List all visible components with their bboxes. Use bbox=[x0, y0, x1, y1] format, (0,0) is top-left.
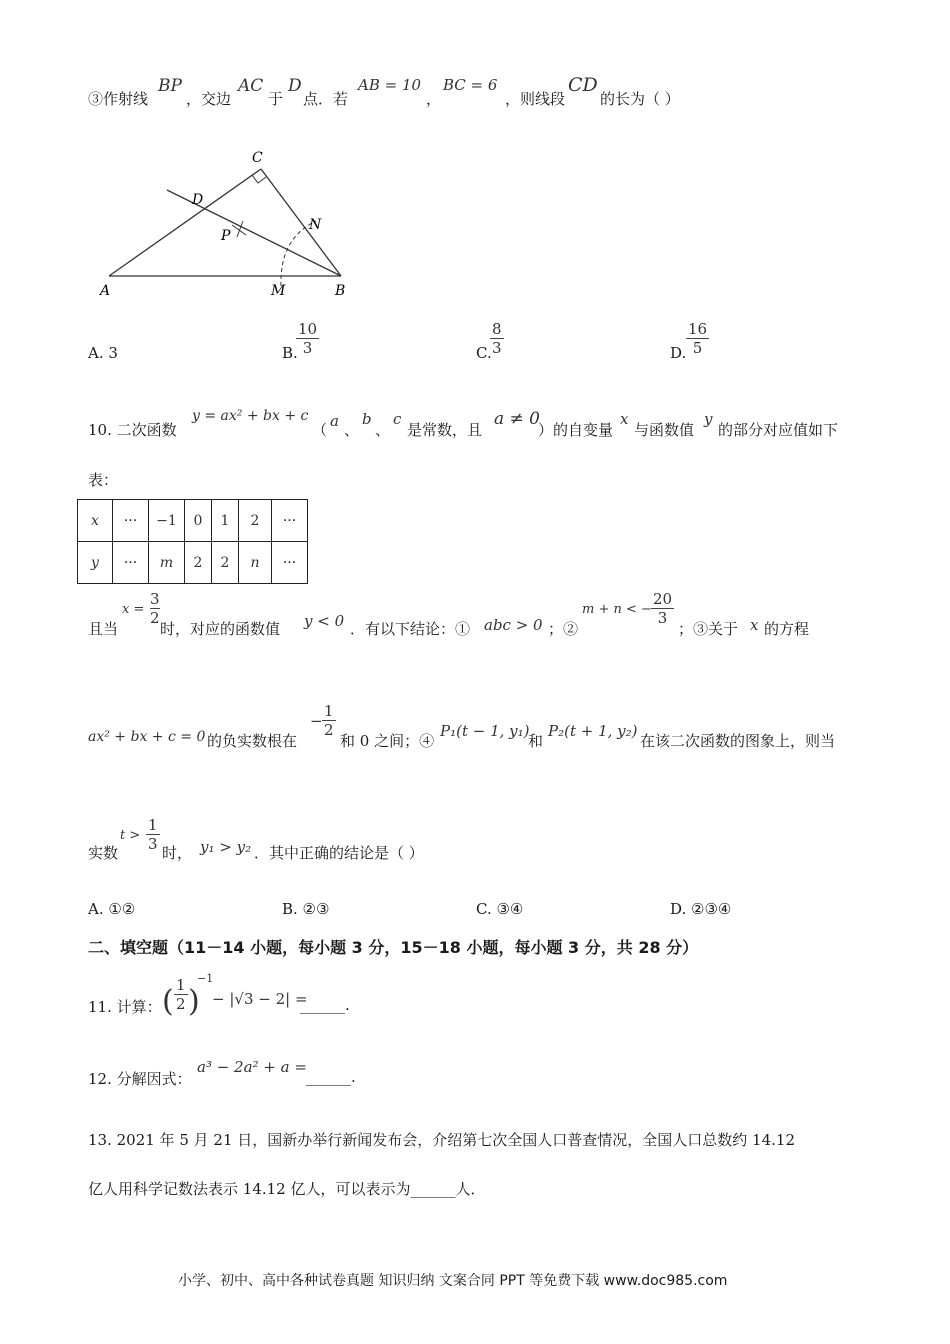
math-a-neq-0: a ≠ 0 bbox=[494, 409, 541, 429]
fraction-third bbox=[146, 816, 160, 853]
q10-text-5b: 时， bbox=[162, 844, 193, 862]
math-ab: AB = 10 bbox=[358, 76, 422, 94]
q10-text-d: ）的自变量 bbox=[538, 421, 614, 439]
math-c: c bbox=[393, 410, 402, 428]
q9-text-3: 于 bbox=[268, 90, 284, 108]
label-b: B bbox=[335, 283, 346, 299]
q10-text-4b: 和 0 之间；④ bbox=[340, 732, 435, 750]
q10-sep2: 、 bbox=[375, 421, 391, 439]
q10-text-4c: 和 bbox=[528, 732, 544, 750]
label-c: C bbox=[252, 150, 263, 166]
frac-num: 20 bbox=[653, 590, 673, 608]
table-row bbox=[78, 542, 308, 584]
table-cell: ··· bbox=[113, 542, 149, 584]
q9-text-7: 的长为（ ） bbox=[600, 90, 680, 108]
table-cell: ··· bbox=[272, 500, 308, 542]
q10-text-c: 是常数，且 bbox=[407, 421, 483, 439]
label-p: P bbox=[221, 228, 231, 244]
frac-den: 2 bbox=[176, 995, 186, 1013]
q10-text-5c: ．其中正确的结论是（ ） bbox=[254, 844, 424, 862]
table-cell: ··· bbox=[113, 500, 149, 542]
q10-text-b: （ bbox=[312, 421, 328, 439]
math-quadratic: y = ax² + bx + c bbox=[192, 408, 309, 424]
q10-option-d: D. ②③④ bbox=[670, 900, 732, 918]
frac-num: 1 bbox=[324, 702, 334, 720]
footer-text: 小学、初中、高中各种试卷真题 知识归纳 文案合同 PPT 等免费下载 www.doc985.com bbox=[178, 1273, 728, 1289]
math-q11-rest: − |√3 − 2| = bbox=[212, 990, 308, 1008]
frac-den: 3 bbox=[148, 835, 158, 853]
table-cell: ··· bbox=[272, 542, 308, 584]
table-row bbox=[78, 500, 308, 542]
math-ac: AC bbox=[238, 76, 264, 96]
q12-blank: ______. bbox=[306, 1068, 356, 1086]
q9-step-line bbox=[88, 88, 148, 109]
frac-den: 2 bbox=[150, 609, 160, 627]
q10-text-e: 与函数值 bbox=[634, 421, 695, 439]
q9-option-d-label: D. bbox=[670, 344, 687, 362]
math-t-gt: t > bbox=[120, 828, 141, 843]
q9-text-4: 点．若 bbox=[303, 90, 349, 108]
math-abc: abc > 0 bbox=[484, 616, 543, 634]
q10-text-3d: ；② bbox=[548, 620, 579, 638]
table-cell: y bbox=[78, 542, 113, 584]
frac-den: 3 bbox=[492, 339, 502, 357]
table-cell: x bbox=[78, 500, 113, 542]
table-cell: m bbox=[149, 542, 185, 584]
fraction-twenty-thirds bbox=[651, 590, 674, 627]
q9-option-b-fraction bbox=[296, 320, 319, 357]
table-cell: 2 bbox=[185, 542, 212, 584]
q10-text-3f: 的方程 bbox=[764, 620, 810, 638]
math-minus: − bbox=[310, 712, 323, 730]
arc-cross-1 bbox=[232, 225, 246, 235]
table-cell: n bbox=[239, 542, 272, 584]
math-m-plus-n: m + n < − bbox=[582, 602, 652, 617]
triangle-figure bbox=[95, 145, 355, 305]
math-p2: P₂(t + 1, y₂) bbox=[548, 722, 638, 740]
q10-text-3c: ．有以下结论：① bbox=[350, 620, 471, 638]
math-p1: P₁(t − 1, y₁) bbox=[440, 722, 530, 740]
frac-num: 3 bbox=[150, 590, 160, 608]
q9-text-6: ，则线段 bbox=[505, 90, 566, 108]
frac-den: 5 bbox=[692, 339, 703, 357]
side-ac bbox=[109, 169, 261, 276]
right-angle-mark bbox=[252, 175, 266, 183]
math-y: y bbox=[704, 410, 713, 428]
frac-den: 3 bbox=[657, 609, 668, 627]
q10-text-3a: 且当 bbox=[88, 620, 119, 638]
frac-num: 1 bbox=[176, 976, 186, 994]
math-a: a bbox=[330, 412, 339, 430]
math-d: D bbox=[288, 76, 302, 96]
q10-text-f: 的部分对应值如下 bbox=[718, 421, 839, 439]
q9-option-d-fraction bbox=[686, 320, 709, 357]
math-y1-gt-y2: y₁ > y₂ bbox=[200, 838, 252, 856]
q10-sep1: 、 bbox=[344, 421, 360, 439]
q10-option-b: B. ②③ bbox=[282, 900, 330, 918]
q10-line2: 表： bbox=[88, 471, 119, 489]
q9-option-c-label: C. bbox=[476, 344, 492, 362]
math-bp: BP bbox=[158, 76, 182, 96]
math-y-lt-0: y < 0 bbox=[304, 612, 345, 630]
q9-option-c-fraction bbox=[490, 320, 504, 357]
q9-text-1: ③作射线 bbox=[88, 90, 149, 108]
math-b: b bbox=[362, 410, 372, 428]
side-cb bbox=[261, 169, 341, 276]
label-n: N bbox=[309, 217, 322, 233]
table-cell: −1 bbox=[149, 500, 185, 542]
q10-text-4a: 的负实数根在 bbox=[207, 732, 298, 750]
label-a: A bbox=[100, 283, 111, 299]
frac-num: 10 bbox=[298, 320, 318, 338]
fraction-half bbox=[322, 702, 336, 739]
q10-text-3e: ；③关于 bbox=[678, 620, 739, 638]
frac-num: 16 bbox=[688, 320, 708, 338]
math-equation: ax² + bx + c = 0 bbox=[88, 729, 206, 745]
math-x-eq: x = bbox=[122, 602, 145, 617]
fraction-half-q11 bbox=[174, 976, 188, 1013]
frac-num: 1 bbox=[148, 816, 158, 834]
q10-text-a: 10. 二次函数 bbox=[88, 421, 177, 439]
table-cell: 2 bbox=[212, 542, 239, 584]
q10-text-5a: 实数 bbox=[88, 844, 119, 862]
table-cell: 2 bbox=[239, 500, 272, 542]
paren-right: ) bbox=[188, 984, 200, 1019]
label-d: D bbox=[192, 192, 204, 208]
label-m: M bbox=[271, 283, 286, 299]
q10-option-a: A. ①② bbox=[88, 900, 136, 918]
q13-line1: 13. 2021 年 5 月 21 日，国新办举行新闻发布会，介绍第七次全国人口普查情况，全国人口总数约 14.12 bbox=[88, 1131, 795, 1149]
table-cell: 1 bbox=[212, 500, 239, 542]
value-table bbox=[77, 499, 308, 584]
q11-label: 11. 计算： bbox=[88, 998, 162, 1016]
q10-option-c: C. ③④ bbox=[476, 900, 524, 918]
math-x: x bbox=[620, 410, 629, 428]
frac-num: 8 bbox=[492, 320, 502, 338]
q13-line2: 亿人用科学记数法表示 14.12 亿人，可以表示为______人． bbox=[88, 1180, 486, 1198]
math-power: −1 bbox=[197, 972, 214, 985]
section-heading: 二、填空题（11－14 小题，每小题 3 分，15－18 小题，每小题 3 分，共 28 分） bbox=[88, 938, 699, 957]
q9-option-b-label: B. bbox=[282, 344, 298, 362]
frac-den: 3 bbox=[302, 339, 313, 357]
q11-blank: ______. bbox=[300, 996, 350, 1014]
q10-text-3b: 时，对应的函数值 bbox=[160, 620, 281, 638]
q9-text-2: ，交边 bbox=[186, 90, 232, 108]
q9-text-5: ， bbox=[426, 90, 442, 108]
q10-text-4d: 在该二次函数的图象上，则当 bbox=[640, 732, 836, 750]
frac-den: 2 bbox=[324, 721, 334, 739]
paren-left: ( bbox=[162, 984, 174, 1019]
q12-label: 12. 分解因式： bbox=[88, 1070, 192, 1088]
table-cell: 0 bbox=[185, 500, 212, 542]
math-q12-expr: a³ − 2a² + a = bbox=[197, 1058, 307, 1076]
q9-option-a: A. 3 bbox=[88, 344, 118, 362]
math-bc: BC = 6 bbox=[443, 76, 498, 94]
math-x2: x bbox=[750, 616, 759, 634]
math-cd: CD bbox=[568, 74, 598, 96]
